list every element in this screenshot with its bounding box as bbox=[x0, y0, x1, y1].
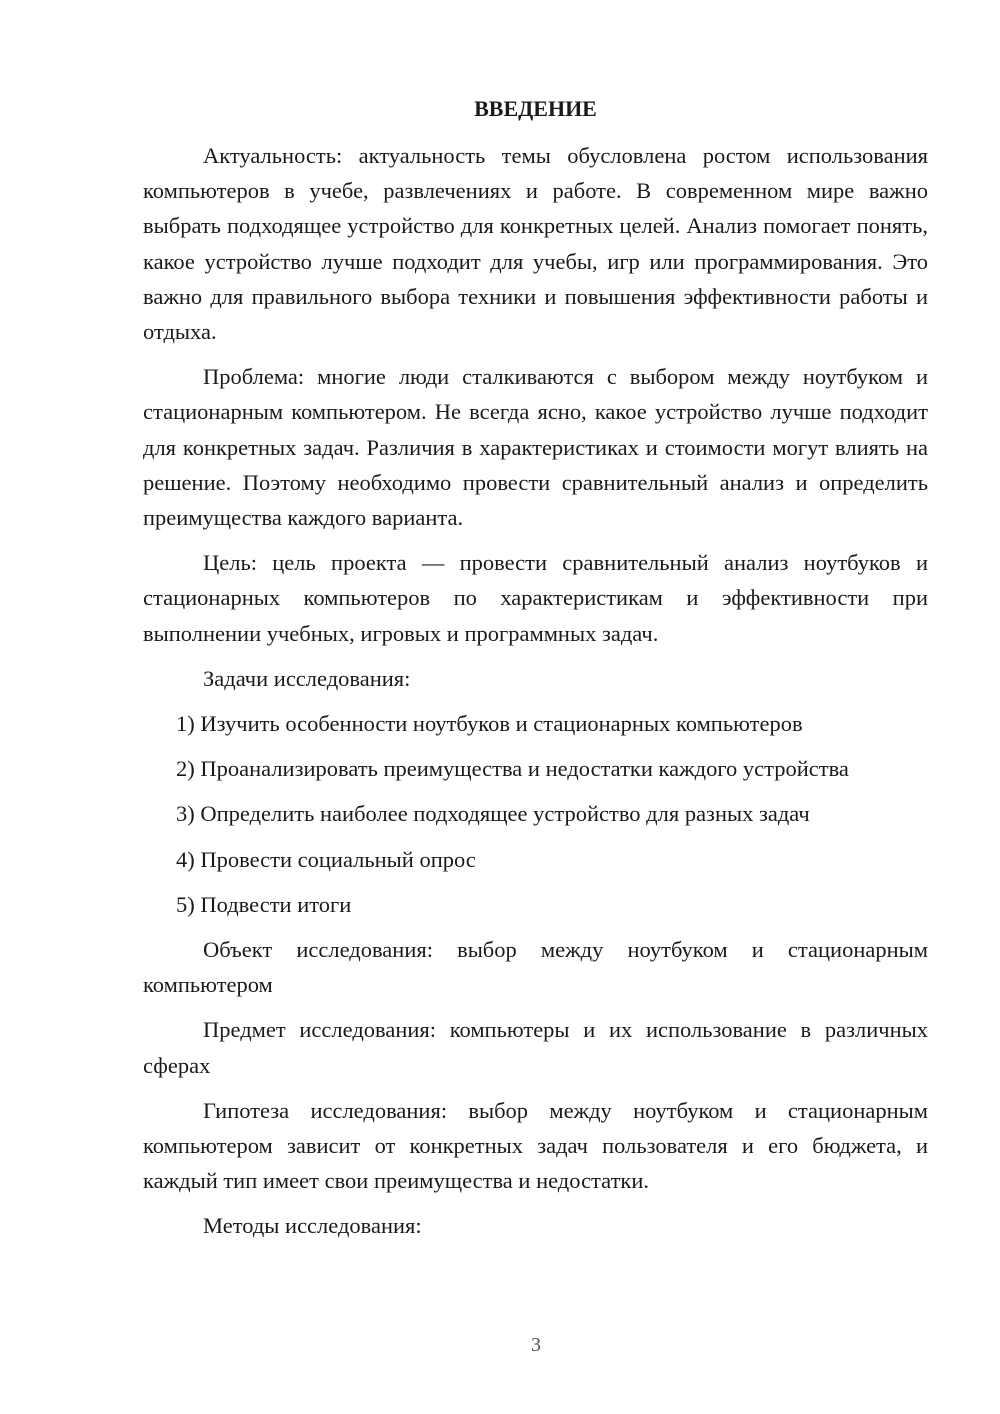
task-item-5: 5) Подвести итоги bbox=[176, 891, 352, 917]
task-item-2: 2) Проанализировать преимущества и недостатки каждого устройства bbox=[176, 756, 849, 782]
page-number: 3 bbox=[531, 1334, 541, 1356]
paragraph-subject: Предмет исследования: компьютеры и их использование в различных сферах bbox=[143, 1017, 928, 1078]
section-heading: ВВЕДЕНИЕ bbox=[474, 96, 597, 121]
task-item-1: 1) Изучить особенности ноутбуков и стационарных компьютеров bbox=[176, 711, 803, 737]
paragraph-tasks-title: Задачи исследования: bbox=[203, 665, 411, 691]
tasks-list bbox=[143, 706, 928, 922]
paragraph-relevance: Актуальность: актуальность темы обусловлена ростом использования компьютеров в учебе, развлечениях и работе. В современном мире важно выбрать подходящее устройство для конкретных целей. Анализ помогает понять, какое устройство лучше подходит для учебы, игр или программирования. Это важно для правильного выбора техники и повышения эффективности работы и отдыха. bbox=[143, 143, 928, 345]
task-item-4: 4) Провести социальный опрос bbox=[176, 846, 476, 872]
paragraph-methods: Методы исследования: bbox=[203, 1213, 422, 1239]
paragraph-goal: Цель: цель проекта — провести сравнительный анализ ноутбуков и стационарных компьютеров по характеристикам и эффективности при выполнении учебных, игровых и программных задач. bbox=[143, 550, 928, 646]
paragraph-object: Объект исследования: выбор между ноутбуком и стационарным компьютером bbox=[143, 937, 928, 998]
paragraph-hypothesis: Гипотеза исследования: выбор между ноутбуком и стационарным компьютером зависит от конкретных задач пользователя и его бюджета, и каждый тип имеет свои преимущества и недостатки. bbox=[143, 1097, 928, 1194]
task-item-3: 3) Определить наиболее подходящее устройство для разных задач bbox=[176, 801, 810, 827]
paragraph-problem: Проблема: многие люди сталкиваются с выбором между ноутбуком и стационарным компьютером. Не всегда ясно, какое устройство лучше подходит для конкретных задач. Различия в характеристиках и стоимости могут влиять на решение. Поэтому необходимо провести сравнительный анализ и определить преимущества каждого варианта. bbox=[143, 364, 928, 531]
page-body bbox=[143, 90, 928, 1254]
